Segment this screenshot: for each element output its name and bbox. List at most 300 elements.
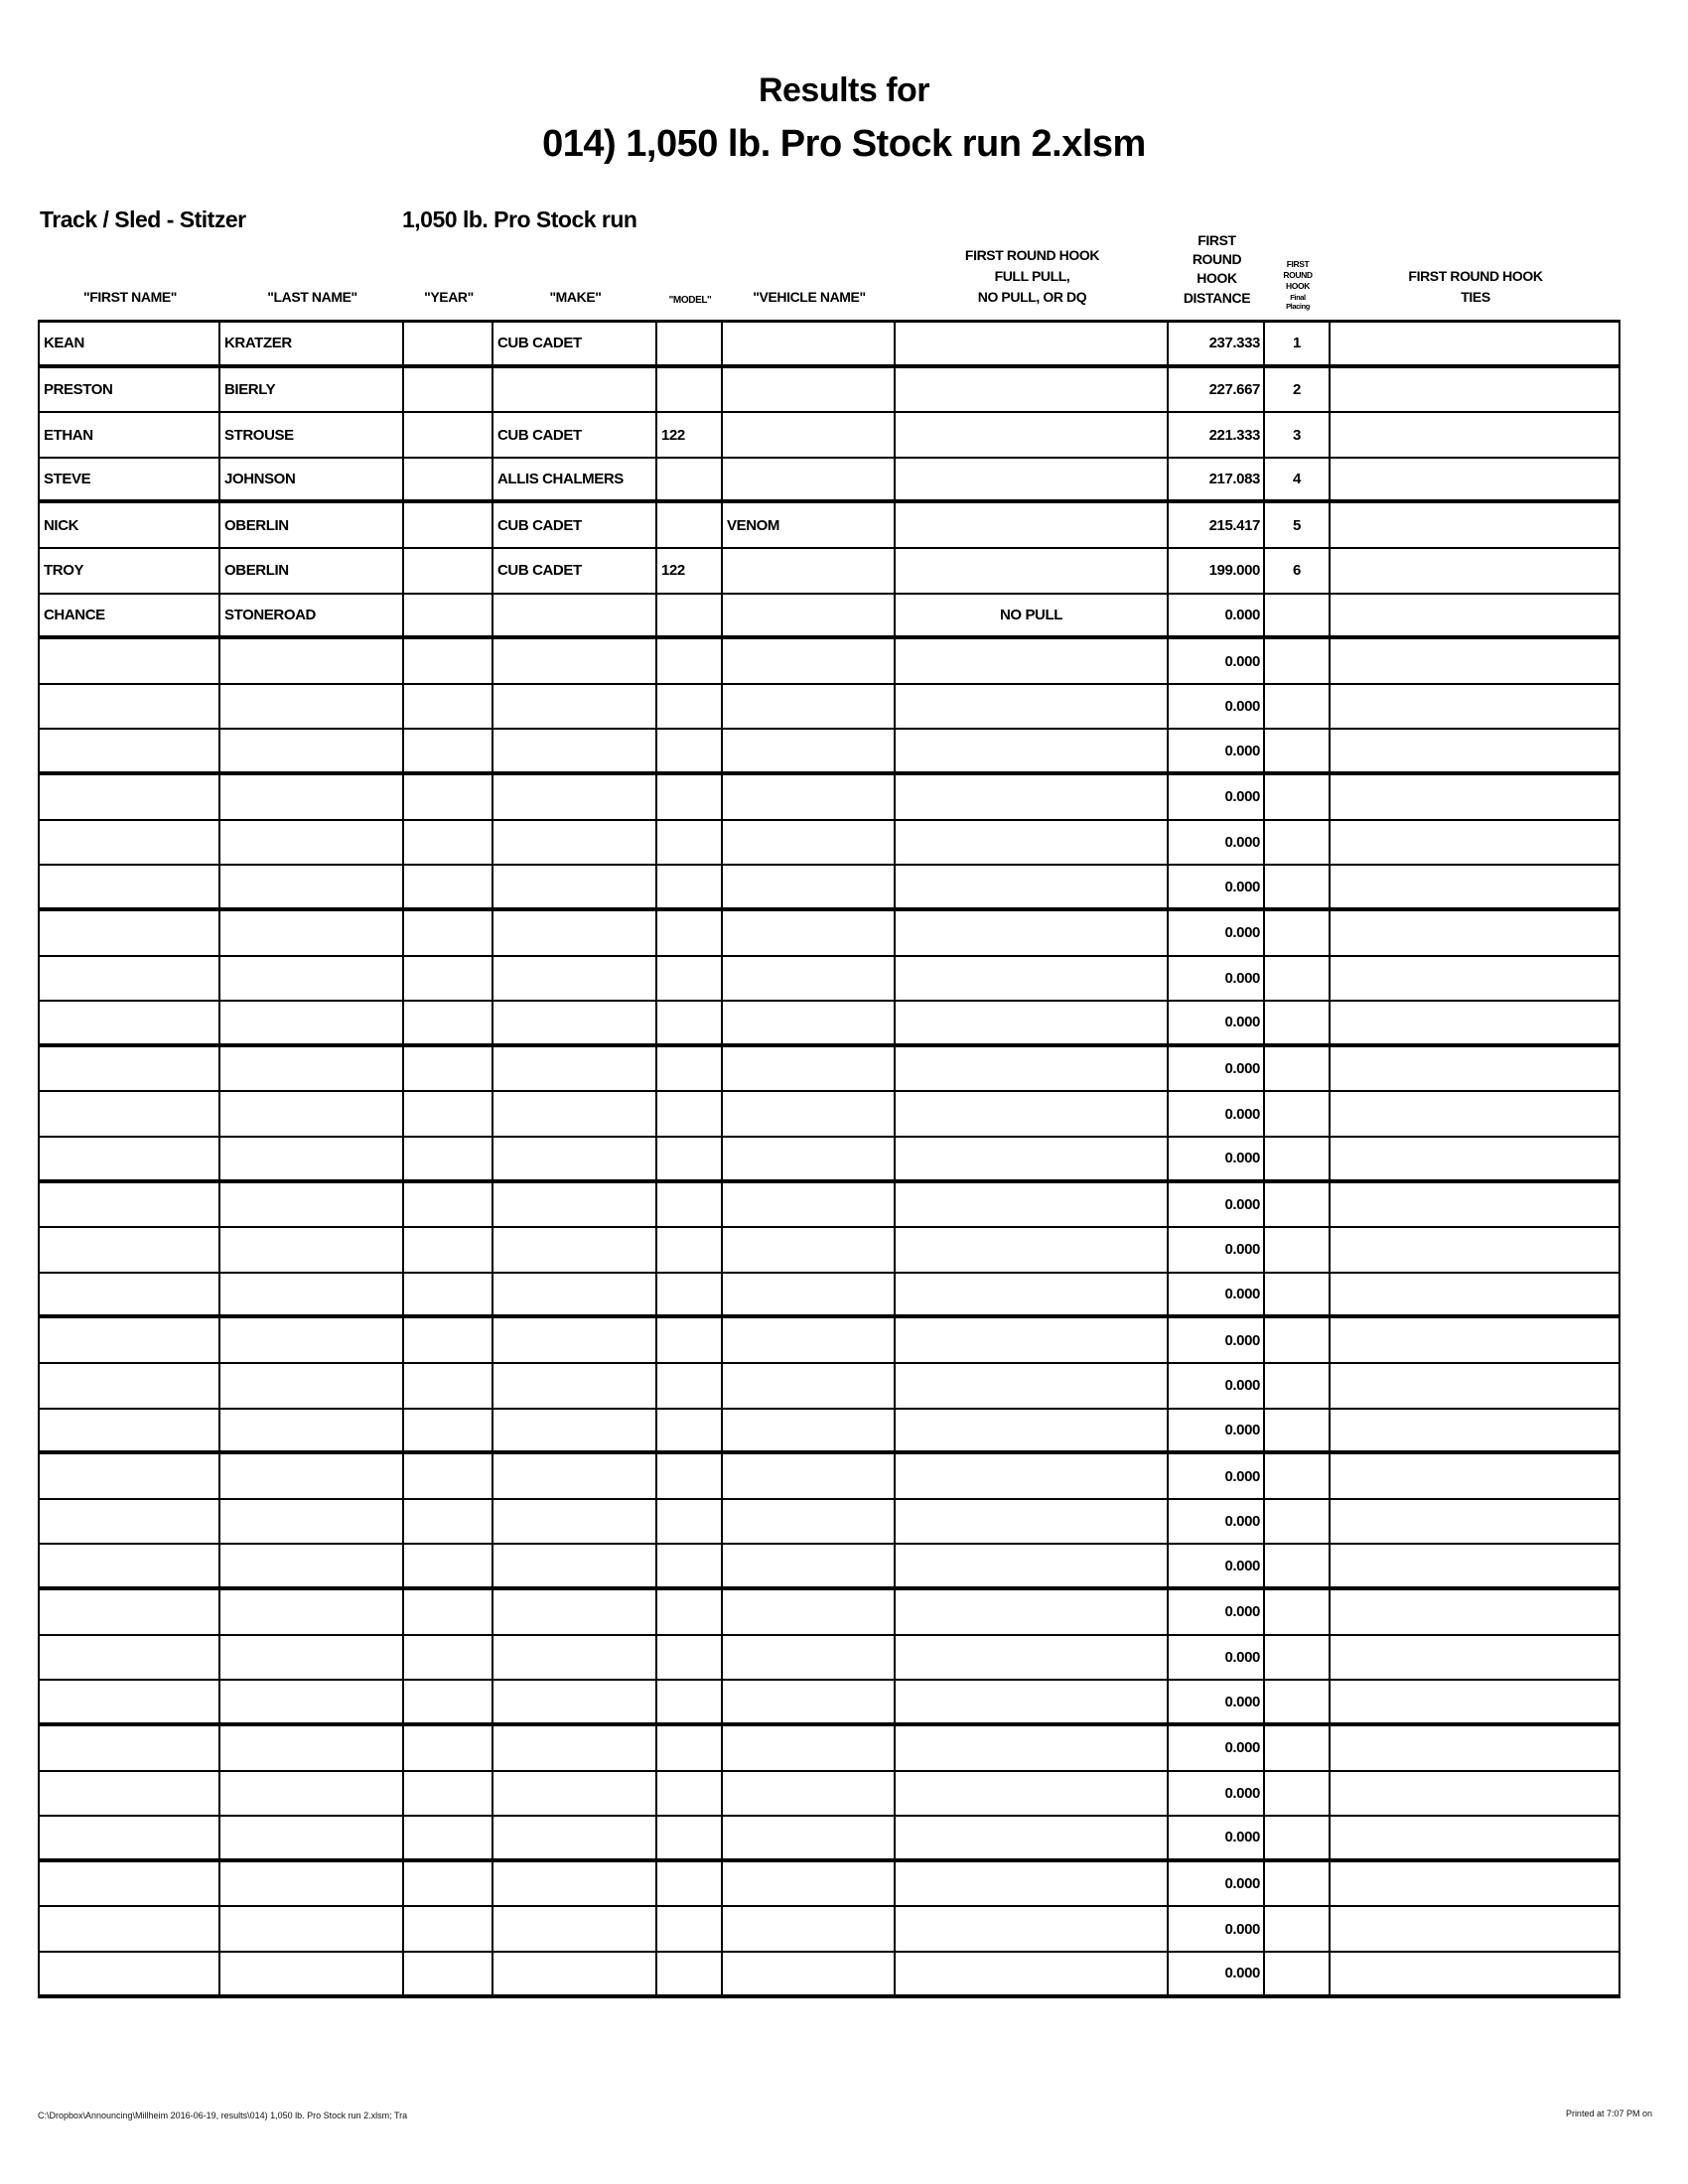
cell-first-name (40, 1410, 220, 1451)
cell-vehicle-name (723, 1318, 896, 1362)
cell-make (493, 1953, 657, 1994)
cell-vehicle-name (723, 1454, 896, 1498)
cell-year (404, 1636, 493, 1680)
cell-year (404, 1817, 493, 1858)
table-row (40, 1817, 1620, 1862)
cell-ties (1331, 1636, 1620, 1680)
column-header-last-name: "LAST NAME" (267, 289, 357, 305)
cell-make (493, 1636, 657, 1680)
cell-model: 122 (657, 549, 723, 593)
cell-model (657, 1545, 723, 1586)
cell-last-name (220, 1183, 404, 1227)
cell-year (404, 1138, 493, 1179)
cell-model: 122 (657, 413, 723, 457)
cell-pull-result (896, 685, 1169, 729)
cell-make (493, 685, 657, 729)
cell-final-placing (1265, 1047, 1331, 1091)
cell-ties (1331, 685, 1620, 729)
cell-hook-distance: 0.000 (1169, 1500, 1265, 1544)
cell-hook-distance: 0.000 (1169, 1817, 1265, 1858)
cell-vehicle-name (723, 1862, 896, 1906)
cell-ties (1331, 1681, 1620, 1722)
table-row (40, 1002, 1620, 1047)
cell-last-name: STROUSE (220, 413, 404, 457)
cell-year (404, 1772, 493, 1816)
cell-pull-result: NO PULL (896, 595, 1169, 636)
cell-vehicle-name (723, 957, 896, 1001)
cell-first-name (40, 1862, 220, 1906)
cell-hook-distance: 0.000 (1169, 639, 1265, 683)
cell-year (404, 368, 493, 412)
cell-hook-distance: 0.000 (1169, 595, 1265, 636)
table-row (40, 1500, 1620, 1546)
cell-pull-result (896, 821, 1169, 865)
cell-year (404, 1318, 493, 1362)
cell-pull-result (896, 323, 1169, 364)
cell-hook-distance: 0.000 (1169, 821, 1265, 865)
cell-first-name (40, 1545, 220, 1586)
table-row (40, 1138, 1620, 1183)
cell-model (657, 866, 723, 907)
cell-first-name: TROY (40, 549, 220, 593)
cell-hook-distance: 215.417 (1169, 503, 1265, 547)
cell-last-name (220, 1454, 404, 1498)
cell-vehicle-name (723, 1228, 896, 1272)
cell-first-name: NICK (40, 503, 220, 547)
cell-hook-distance: 0.000 (1169, 1545, 1265, 1586)
table-row (40, 639, 1620, 685)
cell-ties (1331, 549, 1620, 593)
table-row (40, 1228, 1620, 1274)
cell-pull-result (896, 503, 1169, 547)
cell-ties (1331, 821, 1620, 865)
cell-last-name (220, 821, 404, 865)
cell-vehicle-name (723, 821, 896, 865)
cell-make: ALLIS CHALMERS (493, 459, 657, 500)
cell-first-name (40, 775, 220, 819)
cell-first-name (40, 1364, 220, 1408)
cell-first-name (40, 1228, 220, 1272)
cell-final-placing (1265, 1817, 1331, 1858)
cell-ties (1331, 1454, 1620, 1498)
cell-year (404, 323, 493, 364)
cell-hook-distance: 227.667 (1169, 368, 1265, 412)
cell-final-placing (1265, 1545, 1331, 1586)
cell-year (404, 1907, 493, 1951)
cell-first-name (40, 1636, 220, 1680)
cell-final-placing: 1 (1265, 323, 1331, 364)
cell-model (657, 1590, 723, 1634)
cell-ties (1331, 1545, 1620, 1586)
cell-make (493, 595, 657, 636)
cell-model (657, 1002, 723, 1043)
cell-year (404, 1092, 493, 1136)
cell-year (404, 1953, 493, 1994)
cell-pull-result (896, 549, 1169, 593)
cell-make (493, 1092, 657, 1136)
cell-vehicle-name (723, 1364, 896, 1408)
cell-ties (1331, 1047, 1620, 1091)
table-row (40, 957, 1620, 1003)
cell-model (657, 323, 723, 364)
cell-make (493, 957, 657, 1001)
cell-make: CUB CADET (493, 549, 657, 593)
table-row (40, 413, 1620, 459)
cell-ties (1331, 1138, 1620, 1179)
cell-final-placing (1265, 1636, 1331, 1680)
cell-pull-result (896, 1545, 1169, 1586)
cell-pull-result (896, 866, 1169, 907)
cell-make: CUB CADET (493, 413, 657, 457)
cell-final-placing (1265, 1590, 1331, 1634)
cell-make (493, 1772, 657, 1816)
cell-make (493, 1862, 657, 1906)
cell-first-name (40, 1274, 220, 1315)
cell-make (493, 639, 657, 683)
cell-last-name (220, 1862, 404, 1906)
cell-hook-distance: 0.000 (1169, 1681, 1265, 1722)
cell-last-name (220, 1364, 404, 1408)
cell-ties (1331, 730, 1620, 771)
cell-last-name: OBERLIN (220, 503, 404, 547)
cell-first-name: STEVE (40, 459, 220, 500)
cell-final-placing (1265, 639, 1331, 683)
cell-final-placing (1265, 1274, 1331, 1315)
cell-year (404, 866, 493, 907)
cell-first-name (40, 685, 220, 729)
cell-model (657, 775, 723, 819)
cell-vehicle-name (723, 1274, 896, 1315)
cell-pull-result (896, 730, 1169, 771)
cell-last-name (220, 1907, 404, 1951)
cell-hook-distance: 0.000 (1169, 1092, 1265, 1136)
cell-final-placing (1265, 1500, 1331, 1544)
cell-vehicle-name (723, 1953, 896, 1994)
table-row (40, 1092, 1620, 1138)
cell-hook-distance: 221.333 (1169, 413, 1265, 457)
cell-vehicle-name (723, 549, 896, 593)
cell-ties (1331, 503, 1620, 547)
cell-make (493, 368, 657, 412)
cell-final-placing (1265, 730, 1331, 771)
cell-vehicle-name (723, 1047, 896, 1091)
cell-year (404, 1590, 493, 1634)
cell-pull-result (896, 1092, 1169, 1136)
cell-ties (1331, 1274, 1620, 1315)
cell-year (404, 1862, 493, 1906)
table-row (40, 1183, 1620, 1229)
table-row (40, 821, 1620, 867)
cell-first-name (40, 1590, 220, 1634)
column-header-model: "MODEL" (668, 295, 712, 306)
cell-make (493, 1274, 657, 1315)
cell-vehicle-name (723, 323, 896, 364)
cell-last-name (220, 1772, 404, 1816)
cell-ties (1331, 1862, 1620, 1906)
cell-pull-result (896, 459, 1169, 500)
cell-pull-result (896, 1047, 1169, 1091)
cell-hook-distance: 217.083 (1169, 459, 1265, 500)
cell-vehicle-name (723, 911, 896, 955)
cell-final-placing (1265, 1454, 1331, 1498)
cell-hook-distance: 0.000 (1169, 1183, 1265, 1227)
table-row (40, 549, 1620, 595)
cell-make (493, 1454, 657, 1498)
cell-model (657, 957, 723, 1001)
cell-model (657, 911, 723, 955)
cell-first-name (40, 1318, 220, 1362)
cell-last-name (220, 1545, 404, 1586)
track-sled-label: Track / Sled - Stitzer (40, 206, 246, 232)
cell-make (493, 1545, 657, 1586)
cell-model (657, 595, 723, 636)
cell-final-placing: 4 (1265, 459, 1331, 500)
cell-pull-result (896, 1318, 1169, 1362)
cell-first-name (40, 1817, 220, 1858)
cell-last-name (220, 1590, 404, 1634)
table-row (40, 1681, 1620, 1726)
cell-vehicle-name (723, 1138, 896, 1179)
cell-pull-result (896, 1183, 1169, 1227)
cell-model (657, 1907, 723, 1951)
cell-year (404, 1364, 493, 1408)
cell-vehicle-name (723, 595, 896, 636)
cell-ties (1331, 1726, 1620, 1770)
cell-model (657, 459, 723, 500)
cell-hook-distance: 237.333 (1169, 323, 1265, 364)
cell-make: CUB CADET (493, 323, 657, 364)
cell-vehicle-name (723, 368, 896, 412)
cell-vehicle-name (723, 1817, 896, 1858)
cell-final-placing (1265, 1772, 1331, 1816)
cell-model (657, 1274, 723, 1315)
table-row (40, 459, 1620, 504)
cell-first-name (40, 639, 220, 683)
cell-make (493, 1410, 657, 1451)
cell-model (657, 1681, 723, 1722)
cell-pull-result (896, 1817, 1169, 1858)
cell-hook-distance: 0.000 (1169, 1772, 1265, 1816)
cell-first-name (40, 821, 220, 865)
cell-make (493, 821, 657, 865)
cell-final-placing: 2 (1265, 368, 1331, 412)
cell-year (404, 775, 493, 819)
cell-year (404, 1274, 493, 1315)
cell-final-placing (1265, 1726, 1331, 1770)
table-row (40, 503, 1620, 549)
cell-model (657, 1364, 723, 1408)
cell-first-name (40, 957, 220, 1001)
table-header-row (38, 226, 1620, 320)
cell-last-name (220, 1500, 404, 1544)
cell-pull-result (896, 1726, 1169, 1770)
cell-hook-distance: 0.000 (1169, 1228, 1265, 1272)
cell-pull-result (896, 1228, 1169, 1272)
cell-vehicle-name (723, 1002, 896, 1043)
cell-year (404, 1047, 493, 1091)
cell-model (657, 1953, 723, 1994)
cell-final-placing (1265, 1318, 1331, 1362)
cell-final-placing (1265, 775, 1331, 819)
cell-last-name: OBERLIN (220, 549, 404, 593)
cell-make (493, 1228, 657, 1272)
cell-hook-distance: 0.000 (1169, 1862, 1265, 1906)
table-row (40, 1862, 1620, 1908)
cell-vehicle-name (723, 866, 896, 907)
column-header-first-name: "FIRST NAME" (82, 289, 178, 305)
cell-pull-result (896, 1274, 1169, 1315)
table-row (40, 1410, 1620, 1455)
cell-ties (1331, 323, 1620, 364)
cell-last-name (220, 1092, 404, 1136)
table-row (40, 1047, 1620, 1093)
cell-final-placing: 3 (1265, 413, 1331, 457)
cell-hook-distance: 0.000 (1169, 1318, 1265, 1362)
cell-first-name (40, 1726, 220, 1770)
cell-vehicle-name (723, 1726, 896, 1770)
cell-vehicle-name (723, 1092, 896, 1136)
table-row (40, 1274, 1620, 1319)
table-row (40, 1907, 1620, 1953)
cell-first-name (40, 1681, 220, 1722)
column-header-first-round-hook-ties: FIRST ROUND HOOK TIES (1408, 268, 1543, 305)
column-header-first-round-hook-distance: FIRST ROUND HOOK DISTANCE (1183, 231, 1251, 306)
cell-ties (1331, 1318, 1620, 1362)
cell-last-name (220, 1681, 404, 1722)
cell-hook-distance: 0.000 (1169, 1002, 1265, 1043)
cell-hook-distance: 0.000 (1169, 1410, 1265, 1451)
cell-ties (1331, 459, 1620, 500)
cell-year (404, 1410, 493, 1451)
cell-ties (1331, 1410, 1620, 1451)
cell-first-name: ETHAN (40, 413, 220, 457)
cell-ties (1331, 775, 1620, 819)
cell-last-name (220, 685, 404, 729)
cell-last-name (220, 1047, 404, 1091)
cell-year (404, 1545, 493, 1586)
cell-ties (1331, 1183, 1620, 1227)
cell-ties (1331, 1092, 1620, 1136)
cell-pull-result (896, 911, 1169, 955)
cell-ties (1331, 1772, 1620, 1816)
cell-model (657, 1410, 723, 1451)
cell-year (404, 413, 493, 457)
cell-model (657, 639, 723, 683)
cell-first-name (40, 1092, 220, 1136)
cell-model (657, 503, 723, 547)
cell-final-placing (1265, 685, 1331, 729)
cell-make (493, 730, 657, 771)
cell-year (404, 685, 493, 729)
cell-last-name (220, 1318, 404, 1362)
cell-model (657, 1862, 723, 1906)
cell-final-placing (1265, 1228, 1331, 1272)
cell-first-name (40, 1002, 220, 1043)
cell-vehicle-name (723, 459, 896, 500)
cell-pull-result (896, 957, 1169, 1001)
cell-make (493, 911, 657, 955)
cell-vehicle-name (723, 1681, 896, 1722)
table-row (40, 730, 1620, 775)
cell-model (657, 1636, 723, 1680)
cell-ties (1331, 1907, 1620, 1951)
cell-vehicle-name (723, 1410, 896, 1451)
cell-year (404, 1002, 493, 1043)
cell-last-name (220, 730, 404, 771)
table-row (40, 1953, 1620, 1998)
cell-model (657, 1047, 723, 1091)
cell-ties (1331, 1817, 1620, 1858)
cell-final-placing: 6 (1265, 549, 1331, 593)
cell-model (657, 1318, 723, 1362)
cell-pull-result (896, 1454, 1169, 1498)
cell-first-name (40, 1454, 220, 1498)
cell-last-name (220, 1817, 404, 1858)
cell-first-name: PRESTON (40, 368, 220, 412)
table-row (40, 595, 1620, 640)
cell-ties (1331, 957, 1620, 1001)
cell-hook-distance: 0.000 (1169, 1590, 1265, 1634)
cell-final-placing (1265, 1862, 1331, 1906)
cell-make (493, 1138, 657, 1179)
cell-model (657, 368, 723, 412)
cell-pull-result (896, 1410, 1169, 1451)
cell-first-name (40, 1138, 220, 1179)
cell-year (404, 639, 493, 683)
cell-vehicle-name (723, 639, 896, 683)
cell-last-name (220, 1726, 404, 1770)
cell-make (493, 1047, 657, 1091)
cell-first-name (40, 911, 220, 955)
cell-make (493, 1002, 657, 1043)
cell-last-name (220, 1953, 404, 1994)
footer-printed-at: Printed at 7:07 PM on (1565, 2109, 1652, 2118)
cell-first-name (40, 1907, 220, 1951)
cell-year (404, 503, 493, 547)
cell-final-placing (1265, 1364, 1331, 1408)
cell-pull-result (896, 1772, 1169, 1816)
cell-final-placing (1265, 1907, 1331, 1951)
table-row (40, 685, 1620, 731)
cell-hook-distance: 0.000 (1169, 685, 1265, 729)
cell-pull-result (896, 1138, 1169, 1179)
cell-hook-distance: 0.000 (1169, 911, 1265, 955)
cell-make (493, 1681, 657, 1722)
cell-make (493, 1726, 657, 1770)
cell-hook-distance: 0.000 (1169, 1907, 1265, 1951)
cell-final-placing (1265, 821, 1331, 865)
cell-ties (1331, 1500, 1620, 1544)
cell-ties (1331, 413, 1620, 457)
table-row (40, 1545, 1620, 1590)
cell-hook-distance: 0.000 (1169, 1636, 1265, 1680)
cell-pull-result (896, 1681, 1169, 1722)
cell-ties (1331, 1002, 1620, 1043)
cell-make (493, 1500, 657, 1544)
cell-model (657, 821, 723, 865)
cell-pull-result (896, 368, 1169, 412)
cell-final-placing (1265, 1002, 1331, 1043)
cell-year (404, 1454, 493, 1498)
cell-make (493, 1183, 657, 1227)
cell-last-name (220, 1138, 404, 1179)
cell-last-name (220, 775, 404, 819)
table-row (40, 1772, 1620, 1818)
cell-final-placing (1265, 1410, 1331, 1451)
cell-model (657, 730, 723, 771)
cell-hook-distance: 0.000 (1169, 1138, 1265, 1179)
cell-hook-distance: 0.000 (1169, 730, 1265, 771)
